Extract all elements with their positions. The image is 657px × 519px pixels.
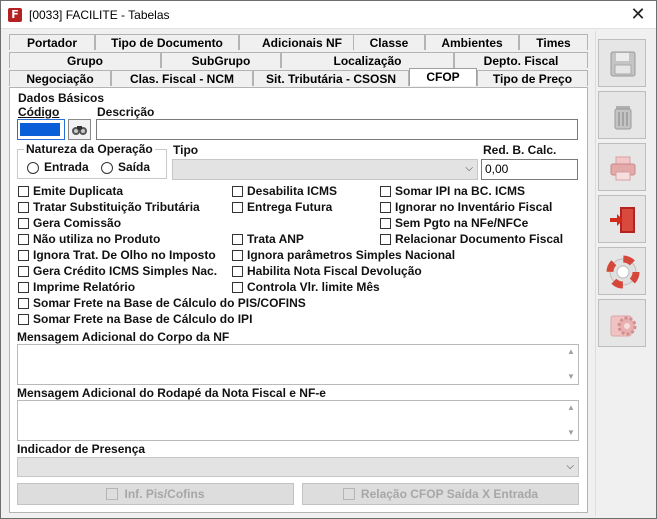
descricao-label: Descrição — [97, 105, 155, 119]
binoculars-icon — [69, 120, 90, 139]
relacao-cfop-label: Relação CFOP Saída X Entrada — [360, 487, 539, 501]
inf-pis-cofins-label: Inf. Pis/Cofins — [124, 487, 205, 501]
settings-gear-icon — [605, 306, 641, 342]
tipo-select[interactable] — [172, 159, 478, 180]
tab-classe[interactable]: Classe — [353, 34, 425, 50]
checkbox-ignora-simples[interactable] — [232, 250, 243, 261]
edit-icon — [106, 488, 118, 500]
tab-tipo-preco[interactable]: Tipo de Preço — [477, 70, 588, 86]
app-icon: F — [8, 8, 22, 22]
exit-door-icon — [605, 202, 641, 238]
checkbox-label: Não utiliza no Produto — [33, 232, 161, 246]
checkbox-sem-pgto[interactable] — [380, 218, 391, 229]
checkbox-tratar-st[interactable] — [18, 202, 29, 213]
checkbox-relacionar-doc[interactable] — [380, 234, 391, 245]
checkbox-label: Entrega Futura — [247, 200, 333, 214]
checkbox-frete-pis[interactable] — [18, 298, 29, 309]
settings-button[interactable] — [598, 299, 646, 347]
checkbox-frete-ipi[interactable] — [18, 314, 29, 325]
tab-sit-tributaria[interactable]: Sit. Tributária - CSOSN — [253, 70, 409, 86]
tab-localizacao[interactable]: Localização — [281, 52, 454, 68]
msg-corpo-textarea[interactable] — [17, 344, 579, 385]
save-icon — [605, 46, 641, 82]
checkbox-emite-duplicata[interactable] — [18, 186, 29, 197]
msg-rodape-textarea[interactable] — [17, 400, 579, 441]
tab-portador[interactable]: Portador — [9, 34, 95, 50]
checkbox-label: Gera Comissão — [33, 216, 122, 230]
checkbox-label: Trata ANP — [247, 232, 304, 246]
descricao-input[interactable] — [96, 119, 578, 140]
checkbox-label: Ignorar no Inventário Fiscal — [395, 200, 553, 214]
close-button[interactable]: ✕ — [630, 4, 646, 25]
lifebuoy-help-icon — [605, 254, 641, 290]
inf-pis-cofins-button[interactable] — [17, 483, 294, 505]
checkbox-label: Relacionar Documento Fiscal — [395, 232, 564, 246]
tipo-label: Tipo — [173, 143, 199, 157]
checkbox-label: Gera Crédito ICMS Simples Nac. — [33, 264, 218, 278]
edit-icon — [343, 488, 355, 500]
checkbox-imprime-relatorio[interactable] — [18, 282, 29, 293]
scroll-up-icon[interactable]: ▲ — [567, 403, 575, 412]
checkbox-label: Somar IPI na BC. ICMS — [395, 184, 526, 198]
checkbox-nao-utiliza[interactable] — [18, 234, 29, 245]
delete-button[interactable] — [598, 91, 646, 139]
tab-negociacao[interactable]: Negociação — [9, 70, 111, 86]
checkbox-somar-ipi[interactable] — [380, 186, 391, 197]
checkbox-gera-credito[interactable] — [18, 266, 29, 277]
title-bar — [1, 1, 656, 29]
help-button[interactable] — [598, 247, 646, 295]
scroll-down-icon[interactable]: ▼ — [567, 428, 575, 437]
chevron-down-icon: ⌵ — [566, 461, 574, 472]
tab-cfop[interactable]: CFOP — [409, 68, 477, 86]
checkbox-label: Imprime Relatório — [33, 280, 136, 294]
trash-icon — [605, 98, 641, 134]
save-button[interactable] — [598, 39, 646, 87]
window-title: [0033] FACILITE - Tabelas — [29, 8, 170, 22]
checkbox-desabilita-icms[interactable] — [232, 186, 243, 197]
red-label: Red. B. Calc. — [483, 143, 557, 157]
tab-tipo-documento[interactable]: Tipo de Documento — [95, 34, 239, 50]
checkbox-gera-comissao[interactable] — [18, 218, 29, 229]
chevron-down-icon: ⌵ — [465, 163, 473, 174]
tab-times[interactable]: Times — [519, 34, 588, 50]
checkbox-label: Somar Frete na Base de Cálculo do IPI — [33, 312, 253, 326]
msg-rodape-label: Mensagem Adicional do Rodapé da Nota Fiscal e NF-e — [17, 386, 326, 400]
checkbox-label: Controla Vlr. limite Mês — [247, 280, 380, 294]
checkbox-label: Tratar Substituição Tributária — [33, 200, 200, 214]
checkbox-ignora-olho[interactable] — [18, 250, 29, 261]
relacao-cfop-button[interactable] — [302, 483, 579, 505]
codigo-selection — [20, 123, 60, 136]
checkbox-controla-limite[interactable] — [232, 282, 243, 293]
msg-corpo-label: Mensagem Adicional do Corpo da NF — [17, 330, 230, 344]
checkbox-label: Ignora parâmetros Simples Nacional — [247, 248, 456, 262]
checkbox-label: Somar Frete na Base de Cálculo do PIS/COFINS — [33, 296, 306, 310]
radio-entrada[interactable] — [27, 162, 39, 174]
checkbox-label: Ignora Trat. De Olho no Imposto — [33, 248, 216, 262]
checkbox-label: Emite Duplicata — [33, 184, 124, 198]
checkbox-label: Sem Pgto na NFe/NFCe — [395, 216, 529, 230]
radio-entrada-label: Entrada — [44, 160, 89, 174]
codigo-label: Código — [18, 105, 60, 119]
tab-clas-fiscal-ncm[interactable]: Clas. Fiscal - NCM — [111, 70, 253, 86]
print-icon — [605, 150, 641, 186]
tab-depto-fiscal[interactable]: Depto. Fiscal — [454, 52, 588, 68]
checkbox-label: Habilita Nota Fiscal Devolução — [247, 264, 422, 278]
checkbox-ignorar-inventario[interactable] — [380, 202, 391, 213]
exit-button[interactable] — [598, 195, 646, 243]
print-button[interactable] — [598, 143, 646, 191]
checkbox-habilita-devolucao[interactable] — [232, 266, 243, 277]
tab-ambientes[interactable]: Ambientes — [425, 34, 519, 50]
scroll-up-icon[interactable]: ▲ — [567, 347, 575, 356]
checkbox-label: Desabilita ICMS — [247, 184, 338, 198]
presenca-select[interactable] — [17, 457, 579, 477]
tab-grupo[interactable]: Grupo — [9, 52, 161, 68]
scroll-down-icon[interactable]: ▼ — [567, 372, 575, 381]
checkbox-trata-anp[interactable] — [232, 234, 243, 245]
tab-adicionais-nf[interactable]: Adicionais NF — [239, 34, 365, 50]
codigo-input[interactable] — [17, 119, 65, 140]
radio-saida[interactable] — [101, 162, 113, 174]
section-title: Dados Básicos — [18, 91, 105, 105]
red-input[interactable]: 0,00 — [481, 159, 578, 180]
tab-subgrupo[interactable]: SubGrupo — [161, 52, 281, 68]
radio-saida-label: Saída — [118, 160, 151, 174]
presenca-label: Indicador de Presença — [17, 442, 146, 456]
binoculars-search-button[interactable] — [68, 119, 91, 140]
checkbox-entrega-futura[interactable] — [232, 202, 243, 213]
natureza-label: Natureza da Operação — [26, 142, 153, 156]
